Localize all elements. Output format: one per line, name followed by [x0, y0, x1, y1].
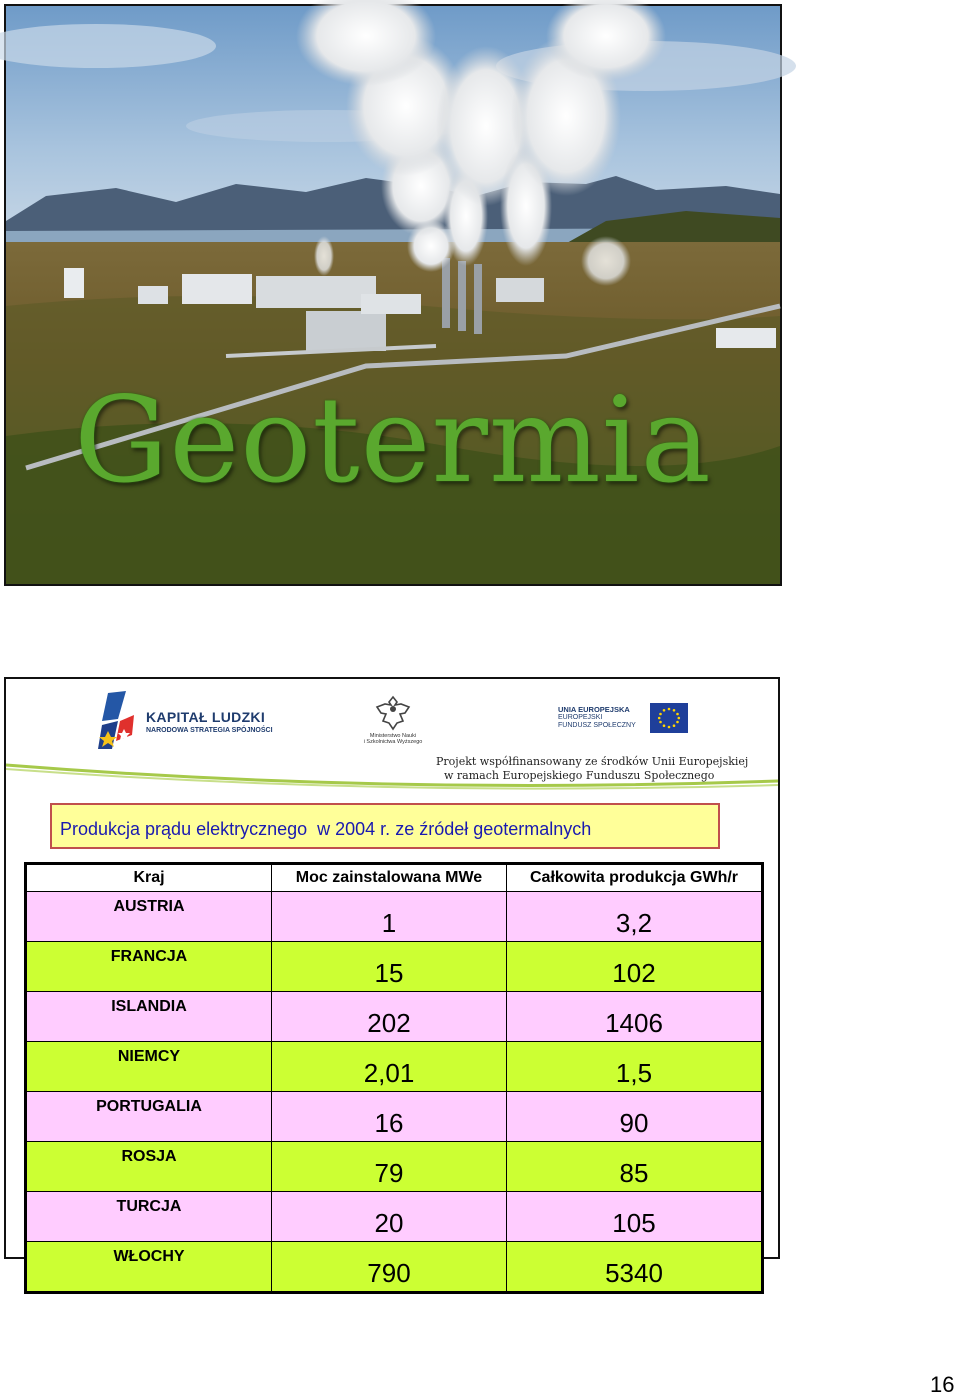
cell-country: PORTUGALIA: [26, 1092, 272, 1142]
eu-logo: [554, 703, 704, 743]
cell-total-production: 102: [507, 942, 763, 992]
cell-installed-power: 790: [272, 1242, 507, 1293]
cell-installed-power: 20: [272, 1192, 507, 1242]
table-row: [26, 1142, 763, 1192]
cofinancing-line2: w ramach Europejskiego Funduszu Społecznego: [444, 769, 715, 782]
table-row: [26, 942, 763, 992]
cell-total-production: 90: [507, 1092, 763, 1142]
table-row: [26, 892, 763, 942]
cell-total-production: 105: [507, 1192, 763, 1242]
cell-country: ISLANDIA: [26, 992, 272, 1042]
table-row: [26, 1092, 763, 1142]
cofinancing-line1: Projekt współfinansowany ze środków Unii Europejskiej: [436, 755, 749, 768]
cell-country: NIEMCY: [26, 1042, 272, 1092]
header-installed-power: Moc zainstalowana MWe: [272, 864, 507, 892]
cell-total-production: 1406: [507, 992, 763, 1042]
cell-total-production: 5340: [507, 1242, 763, 1293]
header-total-production: Całkowita produkcja GWh/r: [507, 864, 763, 892]
cell-total-production: 85: [507, 1142, 763, 1192]
kapital-ludzki-emblem-icon: [98, 691, 144, 751]
cell-installed-power: 2,01: [272, 1042, 507, 1092]
kapital-ludzki-logo: [98, 691, 298, 751]
cell-total-production: 1,5: [507, 1042, 763, 1092]
cell-country: ROSJA: [26, 1142, 272, 1192]
cell-total-production: 3,2: [507, 892, 763, 942]
page-number: 16: [930, 1372, 955, 1397]
table-row: [26, 1042, 763, 1092]
eu-line2: EUROPEJSKI: [558, 714, 603, 721]
header-country: Kraj: [26, 864, 272, 892]
cell-country: AUSTRIA: [26, 892, 272, 942]
table-caption: [50, 803, 720, 849]
cell-installed-power: 16: [272, 1092, 507, 1142]
eu-line1: UNIA EUROPEJSKA: [558, 705, 630, 714]
table-row: [26, 1192, 763, 1242]
eu-line3: FUNDUSZ SPOŁECZNY: [558, 722, 636, 729]
cell-country: FRANCJA: [26, 942, 272, 992]
table-row: [26, 1242, 763, 1293]
title-slide: [4, 4, 782, 586]
cell-installed-power: 202: [272, 992, 507, 1042]
kapital-ludzki-name: KAPITAŁ LUDZKI: [146, 709, 266, 725]
geothermal-production-table: [24, 862, 764, 1294]
table-row: [26, 992, 763, 1042]
cell-installed-power: 79: [272, 1142, 507, 1192]
ministry-name: Ministerstwo Nauki i Szkolnictwa Wyższego: [363, 733, 423, 745]
cell-country: WŁOCHY: [26, 1242, 272, 1293]
cell-installed-power: 15: [272, 942, 507, 992]
eu-flag-icon: [650, 703, 688, 733]
table-slide: [4, 677, 780, 1288]
cell-country: TURCJA: [26, 1192, 272, 1242]
slide-title: Geotermia: [74, 371, 712, 509]
cell-installed-power: 1: [272, 892, 507, 942]
polish-eagle-icon: [373, 693, 413, 733]
table-header-row: [26, 864, 763, 892]
caption-text: Produkcja prądu elektrycznego w 2004 r. ze źródeł geotermalnych: [60, 819, 592, 839]
kapital-ludzki-subtitle: NARODOWA STRATEGIA SPÓJNOŚCI: [146, 727, 273, 734]
decorative-swoosh: [6, 765, 778, 791]
ministry-logo: [358, 693, 428, 753]
